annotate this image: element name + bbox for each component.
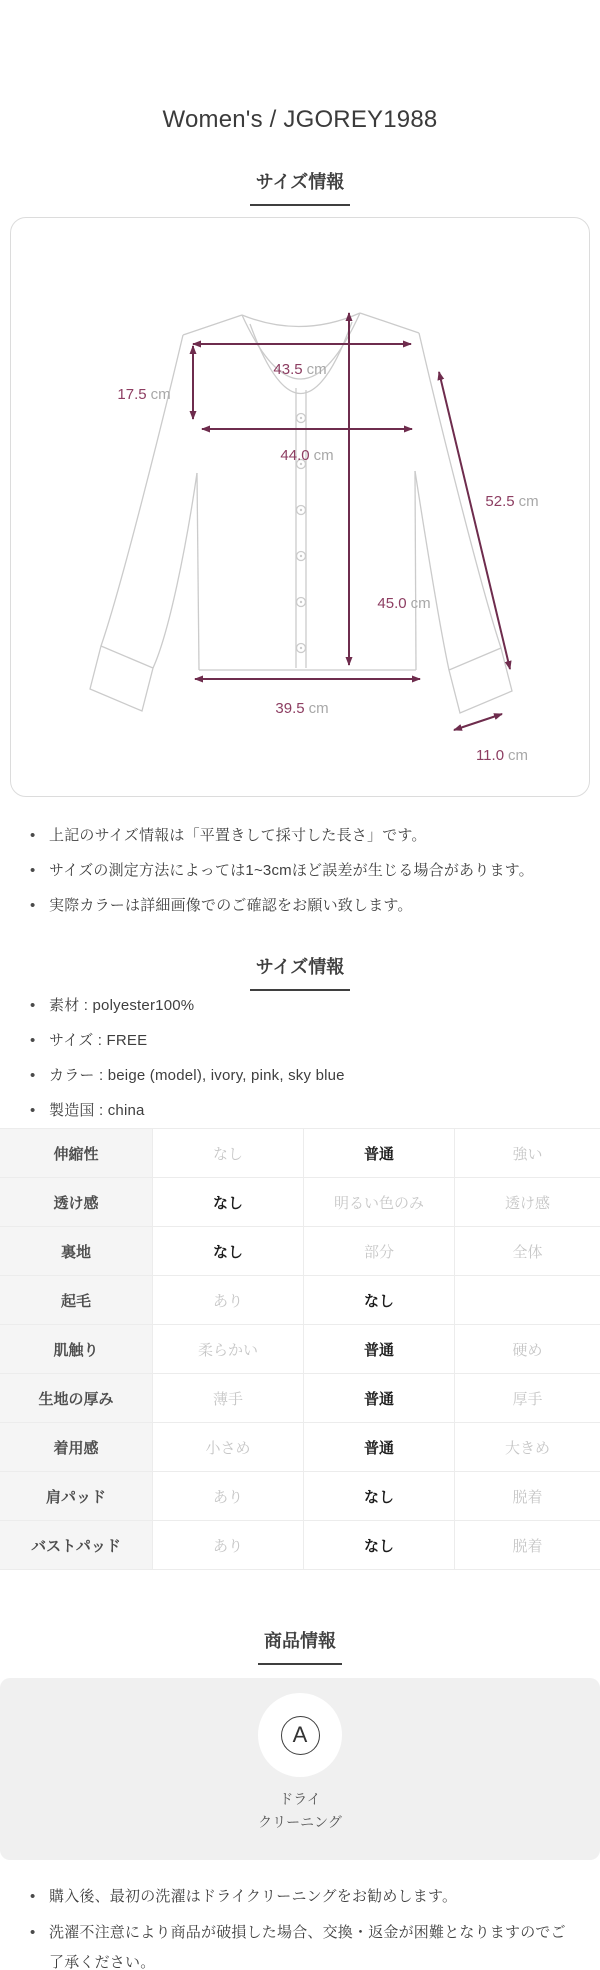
size-notes-list xyxy=(30,825,575,930)
table-row xyxy=(0,1129,600,1178)
care-label-line1: ドライ xyxy=(279,1791,321,1807)
spec-section-heading-text: サイズ情報 xyxy=(250,954,351,991)
attr-option: 部分 xyxy=(303,1227,454,1275)
attr-option: あり xyxy=(152,1521,303,1569)
care-symbol-badge xyxy=(258,1693,342,1777)
measurement-lines xyxy=(193,313,510,730)
table-row xyxy=(0,1325,600,1374)
table-row xyxy=(0,1472,600,1521)
attr-option: 普通 xyxy=(303,1374,454,1422)
attr-label: 肩パッド xyxy=(0,1472,152,1520)
attr-option xyxy=(454,1276,600,1324)
attr-option: 小さめ xyxy=(152,1423,303,1471)
care-symbol-letter: A xyxy=(292,1722,308,1747)
measurement-unit: cm xyxy=(508,747,529,764)
attr-option: なし xyxy=(303,1472,454,1520)
measurement-value: 52.5 xyxy=(485,493,515,510)
care-notes-list xyxy=(30,1882,575,1970)
table-row xyxy=(0,1276,600,1325)
care-label xyxy=(0,1788,600,1834)
attr-label: 裏地 xyxy=(0,1227,152,1275)
table-row xyxy=(0,1423,600,1472)
measurement-label-shoulder xyxy=(273,361,326,378)
spec-item: • カラー : beige (model), ivory, pink, sky blue xyxy=(30,1065,575,1086)
measurement-unit: cm xyxy=(308,700,329,717)
attr-option: 脱着 xyxy=(454,1521,600,1569)
size-diagram-card xyxy=(10,217,590,797)
measurement-label-length xyxy=(377,595,430,612)
attr-option: 明るい色のみ xyxy=(303,1178,454,1226)
measurement-value: 45.0 xyxy=(377,595,407,612)
note-item: • サイズの測定方法によっては1~3cmほど誤差が生じる場合があります。 xyxy=(30,860,575,881)
measurement-value: 39.5 xyxy=(275,700,305,717)
measurement-label-hem xyxy=(275,700,328,717)
size-section-heading-text: サイズ情報 xyxy=(250,169,351,206)
attr-label: バストパッド xyxy=(0,1521,152,1569)
measurement-value: 17.5 xyxy=(117,386,147,403)
attr-option: なし xyxy=(152,1129,303,1177)
table-row xyxy=(0,1521,600,1570)
measurement-unit: cm xyxy=(306,361,327,378)
attr-option: 厚手 xyxy=(454,1374,600,1422)
attr-option: あり xyxy=(152,1276,303,1324)
note-item: • 購入後、最初の洗濯はドライクリーニングをお勧めします。 xyxy=(30,1882,575,1912)
product-section-heading xyxy=(0,1628,600,1665)
measurement-labels xyxy=(117,361,538,764)
measurement-unit: cm xyxy=(150,386,171,403)
table-row xyxy=(0,1227,600,1276)
spec-item: • 製造国 : china xyxy=(30,1100,575,1121)
attr-option: 全体 xyxy=(454,1227,600,1275)
size-section-heading xyxy=(0,169,600,206)
measurement-label-armhole xyxy=(117,386,170,403)
attr-option: 強い xyxy=(454,1129,600,1177)
attr-label: 伸縮性 xyxy=(0,1129,152,1177)
spec-item: • サイズ : FREE xyxy=(30,1030,575,1051)
attr-label: 着用感 xyxy=(0,1423,152,1471)
measurement-unit: cm xyxy=(313,447,334,464)
size-diagram xyxy=(11,218,589,796)
attr-label: 透け感 xyxy=(0,1178,152,1226)
spec-item: • 素材 : polyester100% xyxy=(30,995,575,1016)
measurement-label-cuff xyxy=(476,747,528,764)
care-instruction-box xyxy=(0,1678,600,1860)
product-section-heading-text: 商品情報 xyxy=(258,1628,342,1665)
attr-option: 普通 xyxy=(303,1129,454,1177)
attr-option: 普通 xyxy=(303,1423,454,1471)
note-item: • 実際カラーは詳細画像でのご確認をお願い致します。 xyxy=(30,895,575,916)
attr-label: 起毛 xyxy=(0,1276,152,1324)
attr-option: 透け感 xyxy=(454,1178,600,1226)
care-label-line2: クリーニング xyxy=(258,1814,342,1830)
measurement-line-cuff xyxy=(454,714,502,730)
spec-section-heading xyxy=(0,954,600,991)
attr-option: 普通 xyxy=(303,1325,454,1373)
measurement-value: 11.0 xyxy=(475,747,505,764)
attr-option: 硬め xyxy=(454,1325,600,1373)
table-row xyxy=(0,1374,600,1423)
attr-option: 大きめ xyxy=(454,1423,600,1471)
note-item: • 洗濯不注意により商品が破損した場合、交換・返金が困難となりますのでご了承ください。 xyxy=(30,1918,575,1970)
attr-label: 肌触り xyxy=(0,1325,152,1373)
attr-option: 柔らかい xyxy=(152,1325,303,1373)
measurement-label-sleeve xyxy=(485,493,538,510)
attr-option: 薄手 xyxy=(152,1374,303,1422)
measurement-value: 43.5 xyxy=(273,361,303,378)
attr-option: あり xyxy=(152,1472,303,1520)
spec-list xyxy=(30,995,575,1135)
attr-option: なし xyxy=(152,1178,303,1226)
attr-option: なし xyxy=(152,1227,303,1275)
table-row xyxy=(0,1178,600,1227)
measurement-unit: cm xyxy=(518,493,539,510)
attr-option: なし xyxy=(303,1276,454,1324)
attr-option: 脱着 xyxy=(454,1472,600,1520)
attr-option: なし xyxy=(303,1521,454,1569)
measurement-value: 44.0 xyxy=(280,447,310,464)
attribute-table xyxy=(0,1128,600,1570)
note-item: • 上記のサイズ情報は「平置きして採寸した長さ」です。 xyxy=(30,825,575,846)
measurement-line-sleeve xyxy=(439,372,510,669)
attr-label: 生地の厚み xyxy=(0,1374,152,1422)
measurement-label-chest xyxy=(280,447,333,464)
measurement-unit: cm xyxy=(410,595,431,612)
dry-clean-icon xyxy=(281,1716,320,1755)
page-title: Women's / JGOREY1988 xyxy=(162,106,438,133)
